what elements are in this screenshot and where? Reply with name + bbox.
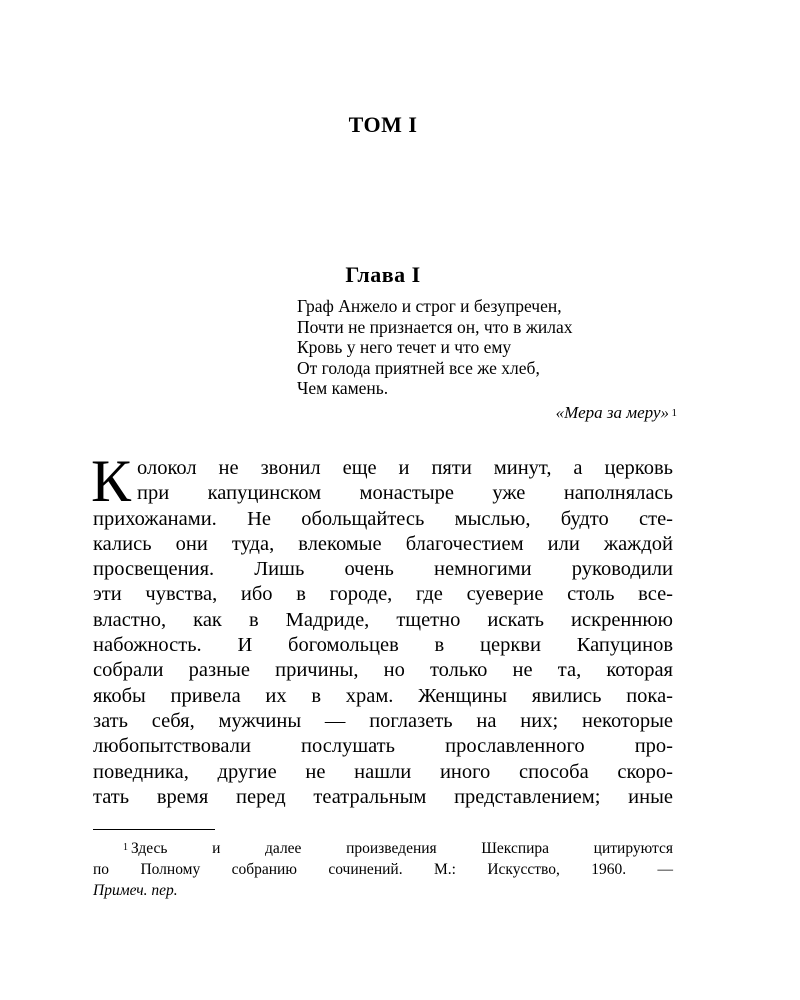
epigraph-line: Граф Анжело и строг и безупречен, — [297, 296, 562, 316]
body-line: любопытствовали послушать прославленного про- — [93, 735, 673, 758]
epigraph — [297, 296, 675, 424]
body-line: собрали разные причины, но только не та, которая — [93, 659, 673, 682]
epigraph-line: От голода приятней все же хлеб, — [297, 357, 540, 378]
footnote-text: Здесь и далее произведения Шекспира цитируются — [131, 840, 673, 857]
footnote-line — [93, 838, 673, 859]
body-line: якобы привела их в храм. Женщины явились пока- — [93, 684, 673, 707]
epigraph-line: Кровь у него течет и что ему — [297, 337, 512, 358]
body-line: при капуцинском монастыре уже наполнялась — [137, 482, 673, 505]
footnote-number: 1 — [123, 842, 128, 853]
footnote-line: по Полному собранию сочинений. М.: Искусство, 1960. — — [93, 861, 673, 878]
epigraph-source-title: «Мера за меру» — [555, 402, 669, 422]
footnote-divider — [93, 829, 215, 830]
chapter-title: Глава I — [345, 262, 421, 287]
body-line: тать время перед театральным представлением; иные — [93, 785, 673, 808]
body-line: поведника, другие не нашли иного способа скоро- — [93, 760, 673, 783]
body-line: прихожанами. Не обольщайтесь мыслью, будто сте- — [93, 507, 673, 530]
footnote-reference[interactable]: 1 — [671, 406, 677, 419]
body-line: олокол не звонил еще и пяти минут, а церковь — [137, 457, 673, 479]
body-line: просвещения. Лишь очень немногими руководили — [93, 558, 673, 581]
footnote — [93, 838, 673, 901]
body-line: набожность. И богомольцев в церкви Капуцинов — [93, 634, 673, 657]
drop-cap: К — [91, 448, 132, 514]
volume-title: ТОМ I — [348, 112, 418, 137]
body-line: кались они туда, влекомые благочестием или жаждой — [93, 532, 673, 555]
epigraph-source — [297, 402, 675, 424]
body-text — [91, 448, 673, 810]
body-line: эти чувства, ибо в городе, где суеверие столь все- — [93, 583, 673, 606]
footnote-line: Примеч. пер. — [93, 882, 178, 899]
epigraph-line: Чем камень. — [297, 378, 389, 399]
epigraph-line: Почти не признается он, что в жилах — [297, 316, 573, 337]
body-line: властно, как в Мадриде, тщетно искать искреннюю — [93, 608, 673, 631]
body-line: зать себя, мужчины — поглазеть на них; некоторые — [93, 709, 673, 732]
